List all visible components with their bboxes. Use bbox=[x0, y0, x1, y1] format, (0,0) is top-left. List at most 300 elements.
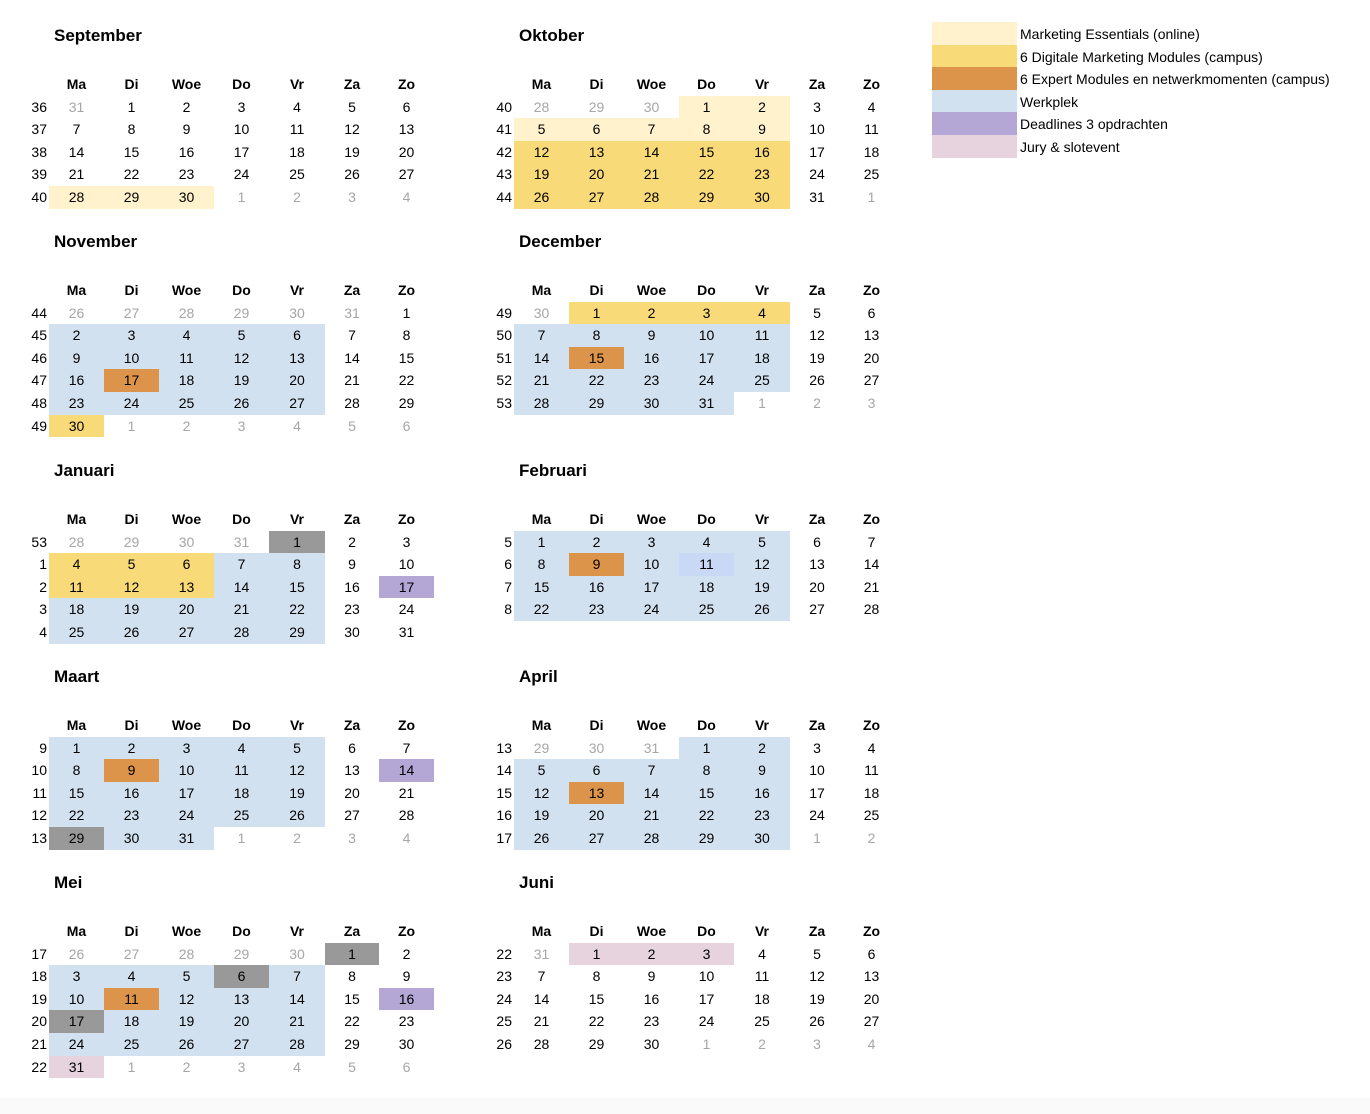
weekday-header: Woe bbox=[636, 282, 667, 298]
week-number: 25 bbox=[496, 1013, 512, 1030]
day-cell: 24 bbox=[809, 807, 825, 824]
day-cell-werkplek: 24 bbox=[624, 598, 679, 621]
day-cell: 1 bbox=[237, 188, 246, 205]
day-cell: 31 bbox=[643, 739, 660, 756]
day-cell: 20 bbox=[344, 784, 360, 801]
weekday-header: Do bbox=[232, 76, 251, 92]
day-cell: 13 bbox=[344, 762, 360, 779]
day-cell: 2 bbox=[182, 98, 191, 115]
month-juni bbox=[465, 873, 905, 1093]
day-cell: 24 bbox=[698, 1013, 715, 1030]
day-cell-digitale: 15 bbox=[679, 141, 734, 164]
day-cell: 20 bbox=[809, 578, 825, 595]
day-cell: 25 bbox=[754, 1013, 770, 1030]
day-cell: 7 bbox=[867, 533, 876, 550]
day-cell: 2 bbox=[293, 829, 301, 846]
day-cell: 30 bbox=[344, 623, 360, 640]
day-cell-werkplek: 1 bbox=[679, 737, 734, 760]
week-number: 14 bbox=[496, 762, 512, 779]
weekday-header: Woe bbox=[636, 76, 667, 92]
week-number: 17 bbox=[496, 829, 512, 846]
day-cell: 22 bbox=[588, 1013, 605, 1030]
week-number: 26 bbox=[496, 1035, 512, 1052]
day-cell-werkplek: 25 bbox=[49, 621, 104, 644]
weekday-header: Woe bbox=[636, 511, 667, 527]
day-cell: 2 bbox=[402, 945, 411, 962]
weekday-header: Za bbox=[808, 76, 826, 92]
day-cell-essentials: 28 bbox=[49, 186, 104, 209]
day-cell-holiday: 1 bbox=[269, 531, 325, 554]
day-cell-werkplek: 9 bbox=[49, 347, 104, 370]
day-cell-werkplek: 18 bbox=[734, 347, 790, 370]
day-cell-digitale: 23 bbox=[734, 163, 790, 186]
month-januari bbox=[0, 461, 440, 681]
day-cell-essentials: 6 bbox=[569, 118, 624, 141]
weekday-header: Woe bbox=[171, 511, 202, 527]
day-cell-werkplek: 11 bbox=[159, 347, 214, 370]
day-cell: 1 bbox=[758, 394, 766, 411]
day-cell: 6 bbox=[348, 739, 356, 756]
week-number: 21 bbox=[31, 1035, 47, 1052]
day-cell: 15 bbox=[398, 349, 415, 366]
day-cell: 28 bbox=[178, 304, 195, 321]
day-cell: 6 bbox=[867, 304, 876, 321]
day-cell-werkplek: 12 bbox=[514, 782, 569, 805]
day-cell-werkplek: 25 bbox=[679, 598, 734, 621]
day-cell-werkplek: 14 bbox=[269, 988, 325, 1011]
weekday-header: Do bbox=[697, 923, 716, 939]
day-cell-werkplek: 28 bbox=[269, 1033, 325, 1056]
day-cell-werkplek: 19 bbox=[269, 782, 325, 805]
day-cell: 26 bbox=[344, 166, 360, 183]
day-cell-jury: 2 bbox=[624, 943, 679, 966]
day-cell-jury: 3 bbox=[679, 943, 734, 966]
weekday-header: Woe bbox=[636, 717, 667, 733]
week-number: 41 bbox=[496, 121, 512, 138]
day-cell-holiday: 17 bbox=[49, 1010, 104, 1033]
legend-swatch bbox=[932, 112, 1017, 135]
day-cell: 7 bbox=[72, 121, 81, 138]
day-cell: 1 bbox=[127, 1058, 136, 1075]
day-cell-deadline: 17 bbox=[379, 576, 434, 599]
week-number: 11 bbox=[32, 784, 47, 801]
day-cell: 18 bbox=[863, 143, 880, 160]
day-cell-jury: 31 bbox=[49, 1056, 104, 1079]
day-cell: 16 bbox=[178, 143, 195, 160]
weekday-header: Ma bbox=[531, 923, 552, 939]
weekday-header: Vr bbox=[754, 76, 769, 92]
day-cell: 26 bbox=[68, 945, 85, 962]
day-cell-werkplek: 27 bbox=[269, 392, 325, 415]
day-cell: 28 bbox=[398, 807, 415, 824]
legend-swatch bbox=[932, 67, 1017, 90]
day-cell: 27 bbox=[398, 166, 415, 183]
day-cell-werkplek: 12 bbox=[159, 988, 214, 1011]
day-cell: 3 bbox=[867, 394, 876, 411]
day-cell-essentials: 5 bbox=[514, 118, 569, 141]
day-cell-werkplek: 24 bbox=[159, 804, 214, 827]
day-cell: 6 bbox=[402, 417, 411, 434]
day-cell-digitale: 4 bbox=[734, 302, 790, 325]
week-number: 4 bbox=[39, 623, 47, 640]
week-number: 50 bbox=[496, 327, 512, 344]
day-cell: 30 bbox=[643, 98, 660, 115]
day-cell: 3 bbox=[402, 533, 411, 550]
day-cell-werkplek: 3 bbox=[49, 965, 104, 988]
week-number: 52 bbox=[496, 372, 512, 389]
day-cell: 8 bbox=[402, 327, 411, 344]
day-cell-werkplek: 24 bbox=[104, 392, 159, 415]
day-cell-werkplek: 18 bbox=[214, 782, 269, 805]
day-cell: 17 bbox=[809, 784, 825, 801]
day-cell: 25 bbox=[863, 807, 880, 824]
day-cell-werkplek: 19 bbox=[104, 598, 159, 621]
week-number: 8 bbox=[504, 601, 512, 618]
weekday-header: Vr bbox=[289, 717, 304, 733]
weekday-header: Za bbox=[808, 923, 826, 939]
day-cell: 7 bbox=[537, 968, 546, 985]
day-cell-werkplek: 23 bbox=[624, 369, 679, 392]
day-cell: 17 bbox=[233, 143, 250, 160]
day-cell: 31 bbox=[344, 304, 360, 321]
weekday-header: Di bbox=[124, 923, 139, 939]
weekday-header: Vr bbox=[754, 511, 769, 527]
day-cell-digitale: 1 bbox=[569, 302, 624, 325]
week-number: 51 bbox=[496, 349, 512, 366]
day-cell: 6 bbox=[813, 533, 821, 550]
weekday-header: Di bbox=[589, 923, 604, 939]
day-cell-werkplek: 24 bbox=[49, 1033, 104, 1056]
week-number: 13 bbox=[496, 739, 512, 756]
week-number: 10 bbox=[31, 762, 47, 779]
day-cell-expert: 9 bbox=[104, 759, 159, 782]
day-cell: 3 bbox=[348, 829, 356, 846]
day-cell: 17 bbox=[809, 143, 825, 160]
day-cell: 31 bbox=[398, 623, 415, 640]
day-cell-werkplek: 13 bbox=[269, 347, 325, 370]
day-cell-werkplek: 13 bbox=[214, 988, 269, 1011]
day-cell-digitale: 26 bbox=[514, 186, 569, 209]
weekday-header: Ma bbox=[66, 511, 87, 527]
day-cell-werkplek: 4 bbox=[159, 324, 214, 347]
day-cell-werkplek: 26 bbox=[734, 598, 790, 621]
week-number: 22 bbox=[31, 1058, 47, 1075]
weekday-header: Do bbox=[232, 923, 251, 939]
week-number: 9 bbox=[39, 739, 47, 756]
day-cell: 22 bbox=[123, 166, 140, 183]
week-number: 39 bbox=[31, 166, 47, 183]
day-cell-werkplek: 7 bbox=[269, 965, 325, 988]
day-cell-werkplek: 29 bbox=[679, 827, 734, 850]
legend-swatch bbox=[932, 45, 1017, 68]
day-cell: 21 bbox=[344, 372, 360, 389]
day-cell: 27 bbox=[809, 601, 825, 618]
day-cell: 11 bbox=[754, 968, 770, 985]
day-cell: 30 bbox=[643, 1035, 660, 1052]
month-september bbox=[0, 26, 440, 246]
day-cell: 4 bbox=[293, 1058, 301, 1075]
day-cell: 12 bbox=[344, 121, 360, 138]
week-number: 36 bbox=[31, 98, 47, 115]
week-number: 24 bbox=[496, 990, 512, 1007]
weekday-header: Ma bbox=[66, 282, 87, 298]
day-cell-werkplek: 18 bbox=[49, 598, 104, 621]
day-cell: 27 bbox=[863, 372, 880, 389]
week-number: 2 bbox=[39, 578, 47, 595]
month-februari bbox=[465, 461, 905, 681]
week-number: 44 bbox=[31, 304, 47, 321]
day-cell-werkplek: 23 bbox=[734, 804, 790, 827]
day-cell-digitale: 29 bbox=[679, 186, 734, 209]
day-cell-werkplek: 6 bbox=[269, 324, 325, 347]
weekday-header: Vr bbox=[289, 511, 304, 527]
weekday-header: Di bbox=[124, 511, 139, 527]
day-cell: 25 bbox=[289, 166, 305, 183]
day-cell-werkplek: 8 bbox=[679, 759, 734, 782]
legend-label: Werkplek bbox=[1020, 93, 1079, 110]
day-cell-werkplek: 26 bbox=[214, 392, 269, 415]
day-cell-werkplek: 15 bbox=[679, 782, 734, 805]
day-cell-werkplek_alt: 11 bbox=[679, 553, 734, 576]
weekday-header: Zo bbox=[862, 282, 881, 298]
day-cell-digitale: 11 bbox=[49, 576, 104, 599]
day-cell: 13 bbox=[863, 327, 880, 344]
weekday-header: Zo bbox=[397, 76, 416, 92]
day-cell: 7 bbox=[348, 327, 356, 344]
day-cell: 9 bbox=[402, 968, 411, 985]
day-cell-werkplek: 22 bbox=[49, 804, 104, 827]
day-cell: 26 bbox=[68, 304, 85, 321]
day-cell-werkplek: 7 bbox=[514, 324, 569, 347]
weekday-header: Di bbox=[589, 717, 604, 733]
weekday-header: Za bbox=[343, 282, 361, 298]
day-cell: 1 bbox=[867, 188, 876, 205]
week-number: 53 bbox=[496, 394, 512, 411]
day-cell-werkplek: 16 bbox=[624, 347, 679, 370]
day-cell: 13 bbox=[398, 121, 415, 138]
week-number: 48 bbox=[31, 394, 47, 411]
day-cell-werkplek: 18 bbox=[104, 1010, 159, 1033]
day-cell: 2 bbox=[182, 1058, 191, 1075]
weekday-header: Di bbox=[589, 76, 604, 92]
month-maart bbox=[0, 667, 440, 887]
day-cell-werkplek: 10 bbox=[104, 347, 159, 370]
week-number: 46 bbox=[31, 349, 47, 366]
day-cell-werkplek: 19 bbox=[514, 804, 569, 827]
day-cell: 5 bbox=[813, 945, 821, 962]
day-cell: 1 bbox=[127, 98, 136, 115]
day-cell-werkplek: 17 bbox=[679, 347, 734, 370]
day-cell-werkplek: 1 bbox=[514, 531, 569, 554]
day-cell: 30 bbox=[398, 1035, 415, 1052]
day-cell-werkplek: 23 bbox=[104, 804, 159, 827]
day-cell-werkplek: 30 bbox=[624, 392, 679, 415]
day-cell: 6 bbox=[867, 945, 876, 962]
day-cell-werkplek: 27 bbox=[569, 827, 624, 850]
day-cell-werkplek: 28 bbox=[514, 392, 569, 415]
day-cell: 22 bbox=[344, 1013, 360, 1030]
weekday-header: Ma bbox=[66, 717, 87, 733]
day-cell: 30 bbox=[588, 739, 605, 756]
day-cell: 27 bbox=[123, 304, 140, 321]
day-cell: 4 bbox=[402, 829, 411, 846]
day-cell-werkplek: 5 bbox=[269, 737, 325, 760]
day-cell: 14 bbox=[533, 990, 550, 1007]
day-cell-werkplek: 7 bbox=[624, 759, 679, 782]
day-cell-werkplek: 26 bbox=[514, 827, 569, 850]
weekday-header: Zo bbox=[862, 511, 881, 527]
day-cell: 10 bbox=[698, 968, 715, 985]
day-cell: 11 bbox=[864, 762, 879, 779]
day-cell-digitale: 13 bbox=[159, 576, 214, 599]
day-cell-werkplek: 12 bbox=[734, 553, 790, 576]
weekday-header: Vr bbox=[754, 923, 769, 939]
day-cell-werkplek: 22 bbox=[569, 369, 624, 392]
weekday-header: Zo bbox=[397, 282, 416, 298]
day-cell: 3 bbox=[813, 739, 821, 756]
day-cell-werkplek: 2 bbox=[104, 737, 159, 760]
day-cell-werkplek: 7 bbox=[214, 553, 269, 576]
weekday-header: Do bbox=[232, 282, 251, 298]
week-number: 16 bbox=[496, 807, 512, 824]
week-number: 7 bbox=[504, 578, 512, 595]
week-number: 6 bbox=[504, 556, 512, 573]
day-cell: 1 bbox=[402, 304, 411, 321]
day-cell: 4 bbox=[867, 1035, 876, 1052]
day-cell: 14 bbox=[68, 143, 85, 160]
weekday-header: Ma bbox=[66, 76, 87, 92]
day-cell-werkplek: 18 bbox=[159, 369, 214, 392]
day-cell-werkplek: 2 bbox=[569, 531, 624, 554]
day-cell: 30 bbox=[178, 533, 195, 550]
month-title: Mei bbox=[54, 873, 83, 892]
week-number: 13 bbox=[31, 829, 47, 846]
day-cell-werkplek: 3 bbox=[104, 324, 159, 347]
weekday-header: Di bbox=[124, 717, 139, 733]
day-cell: 15 bbox=[588, 990, 605, 1007]
week-number: 20 bbox=[31, 1013, 47, 1030]
day-cell: 20 bbox=[863, 990, 880, 1007]
day-cell: 24 bbox=[398, 601, 415, 618]
day-cell-werkplek: 10 bbox=[679, 324, 734, 347]
day-cell-werkplek: 22 bbox=[269, 598, 325, 621]
day-cell: 9 bbox=[348, 556, 356, 573]
day-cell: 2 bbox=[348, 533, 356, 550]
day-cell-werkplek: 22 bbox=[679, 804, 734, 827]
page-bottom-band bbox=[0, 1098, 1370, 1114]
week-number: 49 bbox=[496, 304, 512, 321]
weekday-header: Do bbox=[232, 717, 251, 733]
day-cell-deadline: 16 bbox=[379, 988, 434, 1011]
day-cell-digitale: 22 bbox=[679, 163, 734, 186]
weekday-header: Di bbox=[124, 282, 139, 298]
day-cell: 6 bbox=[402, 1058, 411, 1075]
weekday-header: Za bbox=[808, 511, 826, 527]
weekday-header: Vr bbox=[754, 717, 769, 733]
day-cell: 28 bbox=[863, 601, 880, 618]
month-title: Oktober bbox=[519, 26, 585, 45]
weekday-header: Woe bbox=[636, 923, 667, 939]
day-cell: 4 bbox=[867, 739, 876, 756]
weekday-header: Do bbox=[697, 717, 716, 733]
day-cell: 15 bbox=[123, 143, 140, 160]
day-cell: 31 bbox=[233, 533, 250, 550]
day-cell-werkplek: 12 bbox=[269, 759, 325, 782]
day-cell-werkplek: 14 bbox=[624, 782, 679, 805]
weekday-header: Woe bbox=[171, 923, 202, 939]
day-cell-werkplek: 21 bbox=[514, 369, 569, 392]
week-number: 19 bbox=[31, 990, 47, 1007]
week-number: 15 bbox=[496, 784, 512, 801]
day-cell-digitale: 14 bbox=[624, 141, 679, 164]
day-cell-werkplek: 21 bbox=[214, 598, 269, 621]
month-title: April bbox=[519, 667, 558, 686]
day-cell-werkplek: 26 bbox=[269, 804, 325, 827]
day-cell-werkplek: 28 bbox=[214, 621, 269, 644]
day-cell: 26 bbox=[809, 1013, 825, 1030]
week-number: 49 bbox=[31, 417, 47, 434]
day-cell: 4 bbox=[293, 417, 301, 434]
weekday-header: Za bbox=[343, 717, 361, 733]
legend-swatch bbox=[932, 90, 1017, 113]
day-cell: 30 bbox=[289, 945, 305, 962]
day-cell: 16 bbox=[344, 578, 360, 595]
day-cell: 5 bbox=[813, 304, 821, 321]
weekday-header: Zo bbox=[862, 717, 881, 733]
day-cell-werkplek: 19 bbox=[214, 369, 269, 392]
day-cell-digitale: 5 bbox=[104, 553, 159, 576]
day-cell: 5 bbox=[348, 98, 356, 115]
day-cell: 17 bbox=[698, 990, 715, 1007]
day-cell-werkplek: 25 bbox=[159, 392, 214, 415]
day-cell: 4 bbox=[402, 188, 411, 205]
day-cell-digitale: 6 bbox=[159, 553, 214, 576]
day-cell-digitale: 30 bbox=[734, 186, 790, 209]
day-cell-essentials: 30 bbox=[159, 186, 214, 209]
weekday-header: Do bbox=[697, 511, 716, 527]
day-cell-expert: 13 bbox=[569, 782, 624, 805]
day-cell-essentials: 9 bbox=[734, 118, 790, 141]
month-december bbox=[465, 232, 905, 452]
day-cell: 21 bbox=[398, 784, 415, 801]
day-cell-digitale: 21 bbox=[624, 163, 679, 186]
day-cell: 24 bbox=[809, 166, 825, 183]
day-cell: 27 bbox=[344, 807, 360, 824]
day-cell-werkplek: 17 bbox=[624, 576, 679, 599]
day-cell-werkplek: 9 bbox=[734, 759, 790, 782]
month-title: November bbox=[54, 232, 138, 251]
day-cell: 10 bbox=[809, 762, 825, 779]
week-number: 40 bbox=[496, 98, 512, 115]
day-cell-essentials: 1 bbox=[679, 96, 734, 119]
legend-label: Marketing Essentials (online) bbox=[1020, 26, 1200, 42]
day-cell-werkplek: 3 bbox=[159, 737, 214, 760]
day-cell: 13 bbox=[863, 968, 880, 985]
day-cell: 31 bbox=[533, 945, 550, 962]
day-cell: 9 bbox=[182, 121, 191, 138]
week-number: 3 bbox=[39, 601, 47, 618]
weekday-header: Ma bbox=[531, 511, 552, 527]
day-cell-digitale: 13 bbox=[569, 141, 624, 164]
day-cell-werkplek: 10 bbox=[624, 553, 679, 576]
day-cell-werkplek: 8 bbox=[514, 553, 569, 576]
weekday-header: Di bbox=[589, 282, 604, 298]
day-cell: 2 bbox=[867, 829, 876, 846]
day-cell-werkplek: 29 bbox=[569, 392, 624, 415]
day-cell: 28 bbox=[178, 945, 195, 962]
day-cell-werkplek: 19 bbox=[159, 1010, 214, 1033]
month-oktober bbox=[465, 26, 905, 246]
